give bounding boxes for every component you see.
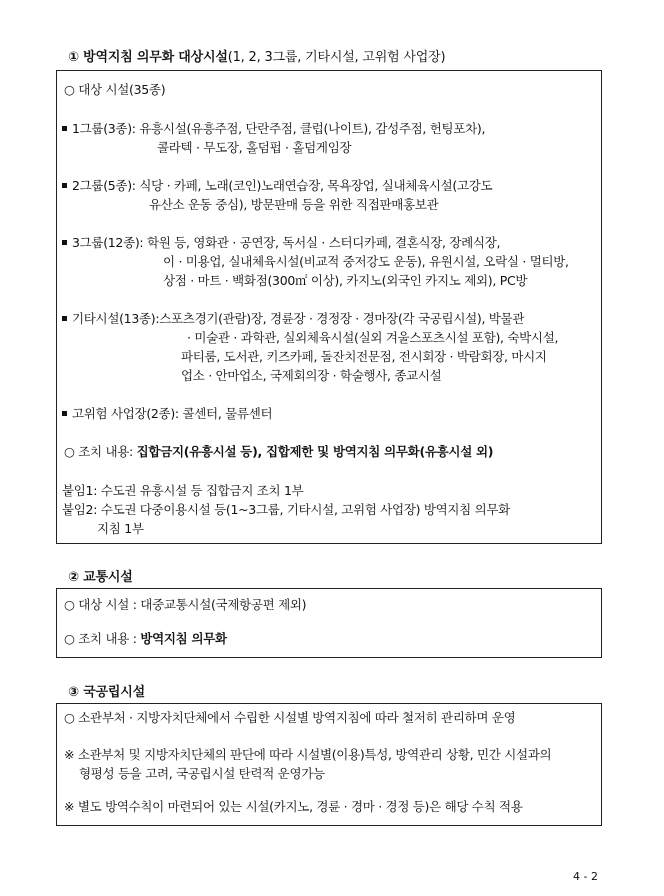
bullet-square-icon bbox=[62, 126, 67, 131]
section-1-subtitle: (1, 2, 3그룹, 기타시설, 고위험 사업장) bbox=[227, 50, 446, 65]
action-label: ○ 조치 내용: bbox=[64, 444, 137, 459]
page-number: 4 - 2 bbox=[573, 870, 598, 883]
group-3-line-2: 이 · 미용업, 실내체육시설(비교적 중저강도 운동), 유원시설, 오락실 · 멀티방, bbox=[163, 254, 569, 269]
target-facilities-label: ○ 대상 시설(35종) bbox=[64, 82, 166, 97]
group-other-line-1: 기타시설(13종):스포츠경기(관람)장, 경륜장 · 경정장 · 경마장(각 국공립시설), 박물관 bbox=[62, 310, 524, 328]
action-value: 집합금지(유흥시설 등), 집합제한 및 방역지침 의무화(유흥시설 외) bbox=[136, 444, 494, 459]
group-high-risk-line: 고위험 사업장(2종): 콜센터, 물류센터 bbox=[62, 405, 272, 423]
public-note-2: ※ 별도 방역수칙이 마련되어 있는 시설(카지노, 경륜 · 경마 · 경정 등)은 해당 수칙 적용 bbox=[64, 799, 523, 814]
group-other-line-2: · 미술관 · 과학관, 실외체육시설(실외 겨울스포츠시설 포함), 숙박시설, bbox=[187, 330, 559, 345]
transport-action-value: 방역지침 의무화 bbox=[140, 631, 227, 646]
section-2-box bbox=[56, 588, 602, 658]
public-note-1-line-2: 형평성 등을 고려, 국공립시설 탄력적 운영가능 bbox=[79, 766, 325, 781]
group-2-line-1: 2그룹(5종): 식당 · 카페, 노래(코인)노래연습장, 목욕장업, 실내체육시설(고강도 bbox=[62, 177, 492, 195]
group-3-line-3: 상점 · 마트 · 백화점(300㎡ 이상), 카지노(외국인 카지노 제외), PC방 bbox=[163, 273, 528, 288]
attachment-1: 붙임1: 수도권 유흥시설 등 집합금지 조치 1부 bbox=[62, 483, 304, 498]
bullet-square-icon bbox=[62, 183, 67, 188]
section-1-title: ① 방역지침 의무화 대상시설 bbox=[68, 50, 228, 65]
bullet-square-icon bbox=[62, 240, 67, 245]
attachment-2-line-1: 붙임2: 수도권 다중이용시설 등(1~3그룹, 기타시설, 고위험 사업장) 방역지침 의무화 bbox=[62, 502, 510, 517]
transport-action-line bbox=[64, 630, 227, 648]
group-other-line-4: 업소 · 안마업소, 국제회의장 · 학술행사, 종교시설 bbox=[181, 368, 442, 383]
section-1-heading bbox=[68, 46, 445, 65]
public-note-1-line-1: ※ 소관부처 및 지방자치단체의 판단에 따라 시설별(이용)특성, 방역관리 상황, 민간 시설과의 bbox=[64, 747, 552, 762]
group-other-line-3: 파티룸, 도서관, 키즈카페, 돌잔치전문점, 전시회장 · 박람회장, 마시지 bbox=[181, 349, 547, 364]
section-3-title: ③ 국공립시설 bbox=[68, 685, 145, 700]
section-3-box bbox=[56, 703, 602, 826]
section-1-box bbox=[56, 70, 602, 544]
section-2-title: ② 교통시설 bbox=[68, 570, 133, 585]
group-1-line-1: 1그룹(3종): 유흥시설(유흥주점, 단란주점, 클럽(나이트), 감성주점, 헌팅포차), bbox=[62, 120, 485, 138]
public-facility-line: ○ 소관부처 · 지방자치단체에서 수립한 시설별 방역지침에 따라 철저히 관리하며 운영 bbox=[64, 710, 516, 725]
group-1-line-2: 콜라텍 · 무도장, 홀덤펍 · 홀덤게임장 bbox=[157, 140, 352, 155]
group-3-line-1: 3그룹(12종): 학원 등, 영화관 · 공연장, 독서실 · 스터디카페, 결혼식장, 장례식장, bbox=[62, 234, 500, 252]
attachment-2-line-2: 지침 1부 bbox=[97, 521, 144, 536]
bullet-square-icon bbox=[62, 411, 67, 416]
bullet-square-icon bbox=[62, 316, 67, 321]
group-2-line-2: 유산소 운동 중심), 방문판매 등을 위한 직접판매홍보관 bbox=[149, 197, 439, 212]
transport-action-label: ○ 조치 내용 : bbox=[64, 631, 141, 646]
action-line bbox=[64, 443, 493, 461]
transport-target-line: ○ 대상 시설 : 대중교통시설(국제항공편 제외) bbox=[64, 597, 307, 612]
